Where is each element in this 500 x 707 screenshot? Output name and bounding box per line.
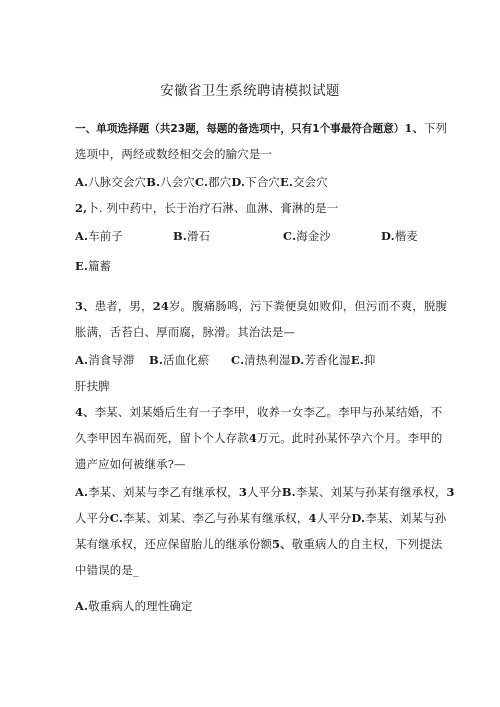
option-label: C. [194, 175, 209, 189]
option-text: 交会穴 [293, 175, 328, 189]
option-text: 八脉交会穴 [88, 175, 147, 189]
q3-age: 24 [152, 299, 169, 313]
q3-options-cde: C.清热利湿D.芳香化湿E.抑 [231, 353, 376, 367]
q3-text: 患者，男， [94, 299, 153, 313]
option-label: A. [75, 175, 89, 189]
option-text: 八会穴 [160, 175, 195, 189]
q3-text: 岁。腹痛肠鸣，污下粪便臭如败仰，但污而不爽，脱腹 [168, 299, 448, 313]
q3-option-a: A.消食导滞 [75, 353, 135, 367]
option-text: 篇蓄 [88, 259, 112, 273]
q4-text-line2: 久李甲因车祸而死，留卜个人存款4万元。此时孙某怀孕六个月。李甲的 [75, 431, 443, 445]
q3-option-b: B.活血化瘀 [149, 353, 210, 367]
q2-option-e [75, 258, 430, 274]
page-title: 安徽省卫生系统聘请模拟试题 [160, 83, 340, 99]
section-heading: 一、单项选择题（共23题，每题的备选项中，只有1个事最符合题意） [75, 123, 405, 135]
q3-text-line2: 胀满，舌苔白、厚而腐，脉滑。其治法是— [75, 325, 296, 339]
q1-number: 1、 [404, 121, 425, 135]
q5-text: 敬重病人的自主权，下列提法 [291, 537, 443, 551]
q4-options-line2: 人平分C.李某、刘某、李乙与孙某有继承权，4人平分D.李某、刘某与孙 [75, 511, 447, 525]
q2-option-a: A.车前子 [75, 229, 123, 243]
q2-number: 2, [75, 201, 88, 215]
q4-text-line3: 遗产应如何被继承?— [75, 457, 186, 471]
q3-option-e-cont: 肝扶脾 [75, 379, 110, 393]
option-text: 郡穴 [208, 175, 232, 189]
q1-text-tail: 下列 [424, 121, 448, 135]
q5-option-a [75, 598, 430, 614]
q2-text: 卜. 列中药中，长于治疗石淋、血淋、膏淋的是一 [87, 201, 339, 215]
q4-options-line1: A.李某、刘某与李乙有继承权，3人平分B.李某、刘某与孙某有继承权，3 [75, 485, 455, 499]
q4-text-line1 [75, 404, 443, 420]
q5-number: 5、 [272, 537, 292, 551]
q4-number: 4、 [75, 405, 95, 419]
q5-text-line2: 中错误的是_ [75, 563, 139, 577]
q2-option-d: D.楷麦 [381, 229, 419, 243]
q3-options [75, 352, 430, 368]
q3-text-line1 [75, 298, 448, 314]
q4-options-line3: 某有继承权，还应保留胎儿的继承份额5、敬重病人的自主权，下列提法 [75, 537, 443, 551]
q1-options [75, 174, 430, 190]
q2-text-line [75, 200, 430, 216]
q2-option-b: B.滑石 [173, 229, 211, 243]
option-label: B. [146, 175, 161, 189]
option-label: E. [75, 259, 89, 273]
q4-text: 李某、刘某婚后生有一子李甲，收养一女李乙。李甲与孙某结婚，不 [94, 405, 443, 419]
option-text: 下合穴 [245, 175, 281, 189]
option-label: A. [75, 599, 89, 613]
option-text: 敬重病人的理性确定 [88, 599, 193, 613]
q2-option-c: C.海金沙 [283, 229, 332, 243]
q3-number: 3、 [75, 299, 95, 313]
q2-options [75, 228, 430, 244]
option-label: E. [280, 175, 294, 189]
section-heading-line [75, 120, 448, 137]
option-label: D. [231, 175, 246, 189]
q1-text: 选项中，两经或数经相交会的腧穴是一 [75, 147, 273, 161]
